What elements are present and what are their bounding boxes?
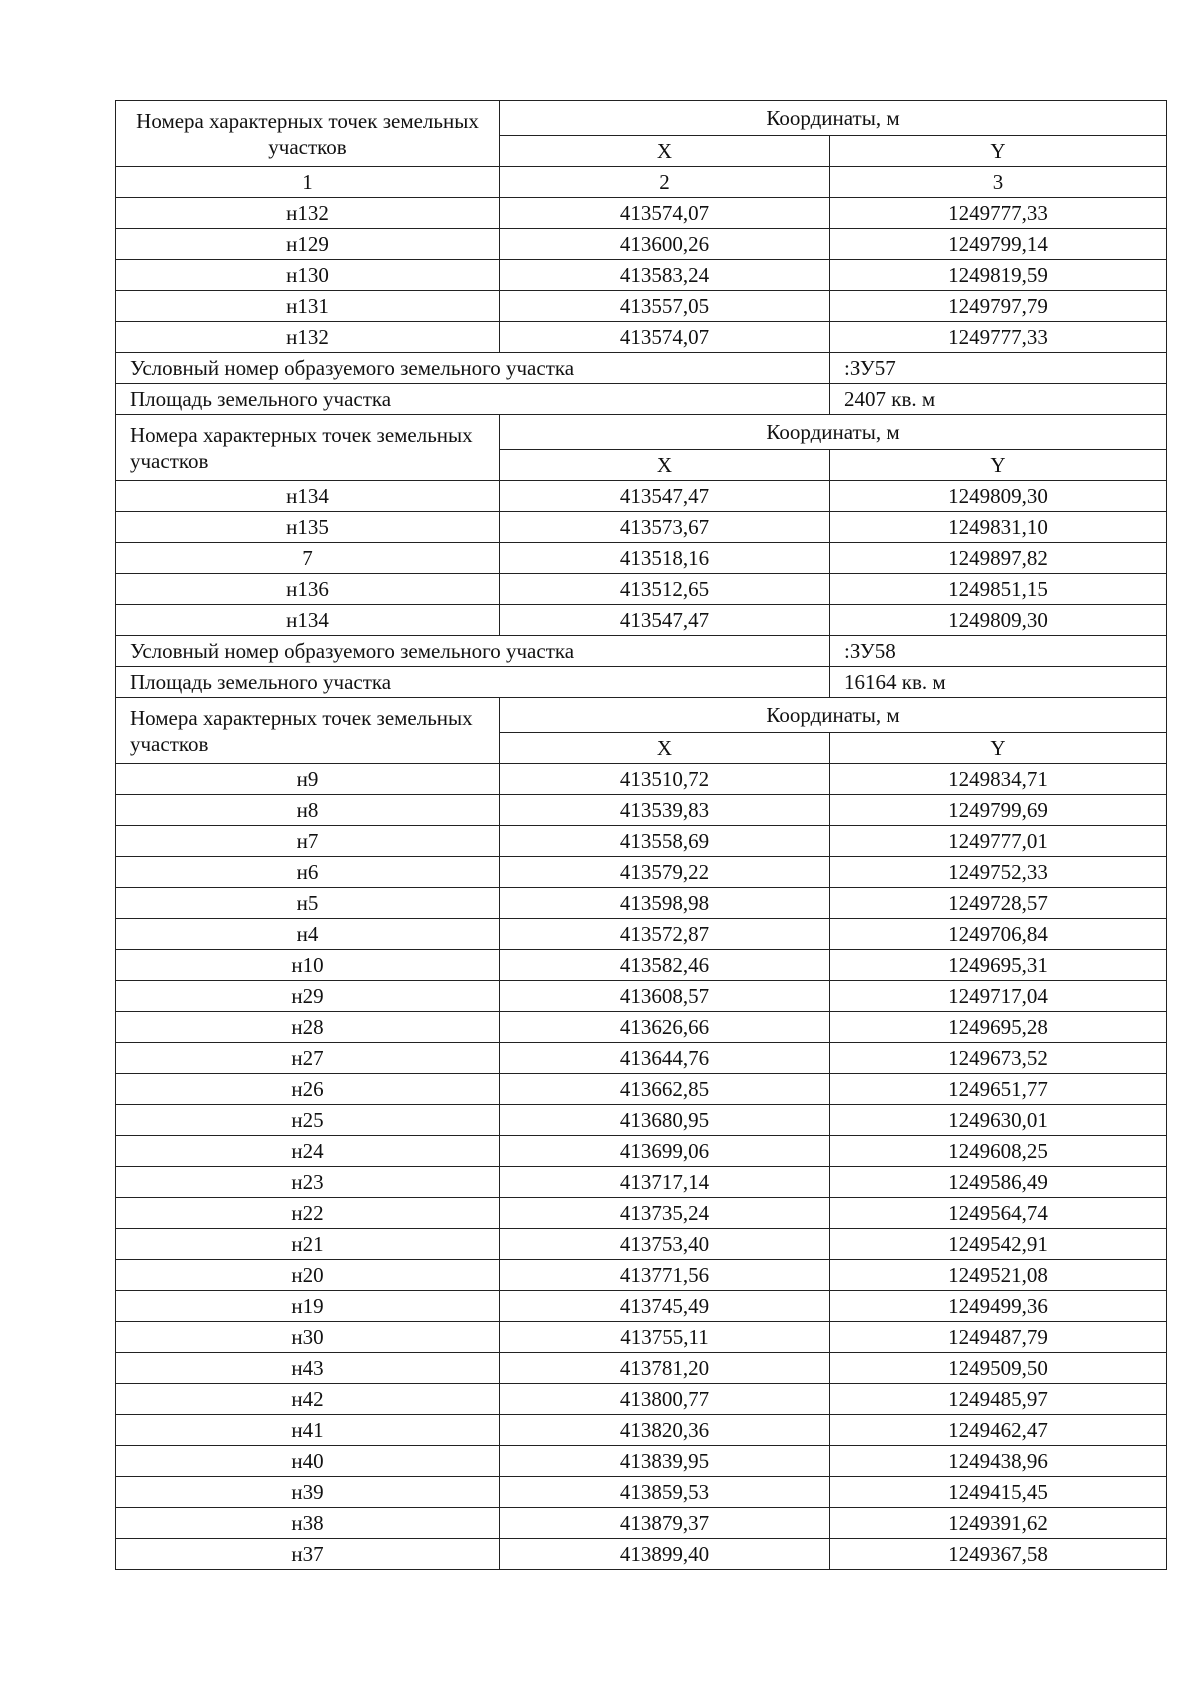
table-row [116, 229, 1167, 260]
x-coordinate: 413572,87 [500, 919, 830, 950]
x-coordinate: 413582,46 [500, 950, 830, 981]
coordinates-table [115, 100, 1167, 1570]
point-id: н22 [116, 1198, 500, 1229]
x-coordinate: 413879,37 [500, 1508, 830, 1539]
table-row [116, 1167, 1167, 1198]
point-id: н29 [116, 981, 500, 1012]
table-row [116, 481, 1167, 512]
coords-header: Координаты, м [500, 698, 1167, 733]
point-id: н27 [116, 1043, 500, 1074]
point-id: н134 [116, 481, 500, 512]
parcel-number-row [116, 636, 1167, 667]
x-coordinate: 413574,07 [500, 198, 830, 229]
point-id: н8 [116, 795, 500, 826]
point-id: н129 [116, 229, 500, 260]
x-coordinate: 413859,53 [500, 1477, 830, 1508]
y-coordinate: 1249777,01 [830, 826, 1167, 857]
point-id: н39 [116, 1477, 500, 1508]
parcel-number-label: Условный номер образуемого земельного участка [116, 353, 830, 384]
x-header: X [500, 450, 830, 481]
point-id: н135 [116, 512, 500, 543]
y-coordinate: 1249521,08 [830, 1260, 1167, 1291]
x-coordinate: 413539,83 [500, 795, 830, 826]
y-coordinate: 1249509,50 [830, 1353, 1167, 1384]
point-id: н130 [116, 260, 500, 291]
table-row [116, 1012, 1167, 1043]
table-row [116, 1508, 1167, 1539]
x-coordinate: 413644,76 [500, 1043, 830, 1074]
table-row [116, 574, 1167, 605]
x-coordinate: 413717,14 [500, 1167, 830, 1198]
x-coordinate: 413574,07 [500, 322, 830, 353]
parcel-area-label: Площадь земельного участка [116, 667, 830, 698]
table-row [116, 857, 1167, 888]
y-coordinate: 1249799,14 [830, 229, 1167, 260]
header-row [116, 101, 1167, 136]
column-number: 2 [500, 167, 830, 198]
table-row [116, 764, 1167, 795]
y-coordinate: 1249777,33 [830, 322, 1167, 353]
x-coordinate: 413547,47 [500, 605, 830, 636]
table-row [116, 1229, 1167, 1260]
parcel-number-row [116, 353, 1167, 384]
x-coordinate: 413558,69 [500, 826, 830, 857]
x-coordinate: 413745,49 [500, 1291, 830, 1322]
y-coordinate: 1249777,33 [830, 198, 1167, 229]
table-row [116, 605, 1167, 636]
table-row [116, 1415, 1167, 1446]
table-row [116, 322, 1167, 353]
x-coordinate: 413771,56 [500, 1260, 830, 1291]
column-number: 3 [830, 167, 1167, 198]
point-id: н42 [116, 1384, 500, 1415]
table-row [116, 1260, 1167, 1291]
y-coordinate: 1249797,79 [830, 291, 1167, 322]
x-coordinate: 413579,22 [500, 857, 830, 888]
x-coordinate: 413699,06 [500, 1136, 830, 1167]
table-row [116, 198, 1167, 229]
point-id: н23 [116, 1167, 500, 1198]
point-id: н4 [116, 919, 500, 950]
x-coordinate: 413518,16 [500, 543, 830, 574]
y-coordinate: 1249415,45 [830, 1477, 1167, 1508]
y-header: Y [830, 136, 1167, 167]
x-coordinate: 413680,95 [500, 1105, 830, 1136]
table-row [116, 888, 1167, 919]
point-id: н5 [116, 888, 500, 919]
y-coordinate: 1249367,58 [830, 1539, 1167, 1570]
x-coordinate: 413557,05 [500, 291, 830, 322]
point-id: н28 [116, 1012, 500, 1043]
table-row [116, 1539, 1167, 1570]
x-coordinate: 413573,67 [500, 512, 830, 543]
coordinates-table-body [116, 101, 1167, 1570]
parcel-number-value: :ЗУ58 [830, 636, 1167, 667]
point-id: н6 [116, 857, 500, 888]
table-row [116, 1136, 1167, 1167]
x-coordinate: 413781,20 [500, 1353, 830, 1384]
table-row [116, 795, 1167, 826]
table-row [116, 919, 1167, 950]
x-coordinate: 413753,40 [500, 1229, 830, 1260]
y-coordinate: 1249717,04 [830, 981, 1167, 1012]
table-row [116, 543, 1167, 574]
header-row [116, 415, 1167, 450]
points-header: Номера характерных точек земельных участков [116, 415, 500, 481]
point-id: н43 [116, 1353, 500, 1384]
point-id: н132 [116, 322, 500, 353]
point-id: н10 [116, 950, 500, 981]
point-id: н25 [116, 1105, 500, 1136]
y-coordinate: 1249564,74 [830, 1198, 1167, 1229]
point-id: 7 [116, 543, 500, 574]
table-row [116, 826, 1167, 857]
y-coordinate: 1249752,33 [830, 857, 1167, 888]
point-id: н21 [116, 1229, 500, 1260]
y-coordinate: 1249728,57 [830, 888, 1167, 919]
table-row [116, 291, 1167, 322]
x-coordinate: 413626,66 [500, 1012, 830, 1043]
x-coordinate: 413608,57 [500, 981, 830, 1012]
y-coordinate: 1249834,71 [830, 764, 1167, 795]
table-row [116, 1074, 1167, 1105]
point-id: н20 [116, 1260, 500, 1291]
parcel-area-value: 2407 кв. м [830, 384, 1167, 415]
y-coordinate: 1249673,52 [830, 1043, 1167, 1074]
y-coordinate: 1249851,15 [830, 574, 1167, 605]
parcel-area-row [116, 384, 1167, 415]
y-header: Y [830, 450, 1167, 481]
y-coordinate: 1249897,82 [830, 543, 1167, 574]
table-row [116, 1384, 1167, 1415]
x-coordinate: 413547,47 [500, 481, 830, 512]
points-header: Номера характерных точек земельных участков [116, 698, 500, 764]
header-row [116, 698, 1167, 733]
x-coordinate: 413598,98 [500, 888, 830, 919]
point-id: н19 [116, 1291, 500, 1322]
y-coordinate: 1249630,01 [830, 1105, 1167, 1136]
x-coordinate: 413583,24 [500, 260, 830, 291]
table-row [116, 981, 1167, 1012]
table-row [116, 950, 1167, 981]
x-coordinate: 413800,77 [500, 1384, 830, 1415]
y-coordinate: 1249706,84 [830, 919, 1167, 950]
point-id: н26 [116, 1074, 500, 1105]
y-coordinate: 1249391,62 [830, 1508, 1167, 1539]
point-id: н131 [116, 291, 500, 322]
table-row [116, 1105, 1167, 1136]
y-header: Y [830, 733, 1167, 764]
x-coordinate: 413899,40 [500, 1539, 830, 1570]
y-coordinate: 1249695,31 [830, 950, 1167, 981]
y-coordinate: 1249586,49 [830, 1167, 1167, 1198]
y-coordinate: 1249542,91 [830, 1229, 1167, 1260]
table-row [116, 1291, 1167, 1322]
x-coordinate: 413755,11 [500, 1322, 830, 1353]
points-header: Номера характерных точек земельных участков [116, 101, 500, 167]
point-id: н136 [116, 574, 500, 605]
parcel-number-value: :ЗУ57 [830, 353, 1167, 384]
table-row [116, 1353, 1167, 1384]
table-row [116, 1043, 1167, 1074]
parcel-area-row [116, 667, 1167, 698]
y-coordinate: 1249438,96 [830, 1446, 1167, 1477]
y-coordinate: 1249485,97 [830, 1384, 1167, 1415]
point-id: н30 [116, 1322, 500, 1353]
y-coordinate: 1249799,69 [830, 795, 1167, 826]
coords-header: Координаты, м [500, 101, 1167, 136]
table-row [116, 1198, 1167, 1229]
table-row [116, 1477, 1167, 1508]
point-id: н37 [116, 1539, 500, 1570]
table-row [116, 512, 1167, 543]
parcel-number-label: Условный номер образуемого земельного участка [116, 636, 830, 667]
point-id: н40 [116, 1446, 500, 1477]
point-id: н24 [116, 1136, 500, 1167]
y-coordinate: 1249651,77 [830, 1074, 1167, 1105]
y-coordinate: 1249831,10 [830, 512, 1167, 543]
y-coordinate: 1249809,30 [830, 481, 1167, 512]
y-coordinate: 1249462,47 [830, 1415, 1167, 1446]
table-row [116, 1322, 1167, 1353]
column-number: 1 [116, 167, 500, 198]
x-coordinate: 413600,26 [500, 229, 830, 260]
point-id: н132 [116, 198, 500, 229]
y-coordinate: 1249819,59 [830, 260, 1167, 291]
parcel-area-label: Площадь земельного участка [116, 384, 830, 415]
x-coordinate: 413735,24 [500, 1198, 830, 1229]
point-id: н7 [116, 826, 500, 857]
y-coordinate: 1249608,25 [830, 1136, 1167, 1167]
x-coordinate: 413839,95 [500, 1446, 830, 1477]
x-header: X [500, 733, 830, 764]
parcel-area-value: 16164 кв. м [830, 667, 1167, 698]
y-coordinate: 1249487,79 [830, 1322, 1167, 1353]
point-id: н134 [116, 605, 500, 636]
x-header: X [500, 136, 830, 167]
y-coordinate: 1249695,28 [830, 1012, 1167, 1043]
x-coordinate: 413510,72 [500, 764, 830, 795]
y-coordinate: 1249499,36 [830, 1291, 1167, 1322]
x-coordinate: 413820,36 [500, 1415, 830, 1446]
point-id: н41 [116, 1415, 500, 1446]
table-row [116, 260, 1167, 291]
point-id: н38 [116, 1508, 500, 1539]
coords-header: Координаты, м [500, 415, 1167, 450]
x-coordinate: 413512,65 [500, 574, 830, 605]
point-id: н9 [116, 764, 500, 795]
x-coordinate: 413662,85 [500, 1074, 830, 1105]
table-row [116, 1446, 1167, 1477]
column-number-row [116, 167, 1167, 198]
y-coordinate: 1249809,30 [830, 605, 1167, 636]
